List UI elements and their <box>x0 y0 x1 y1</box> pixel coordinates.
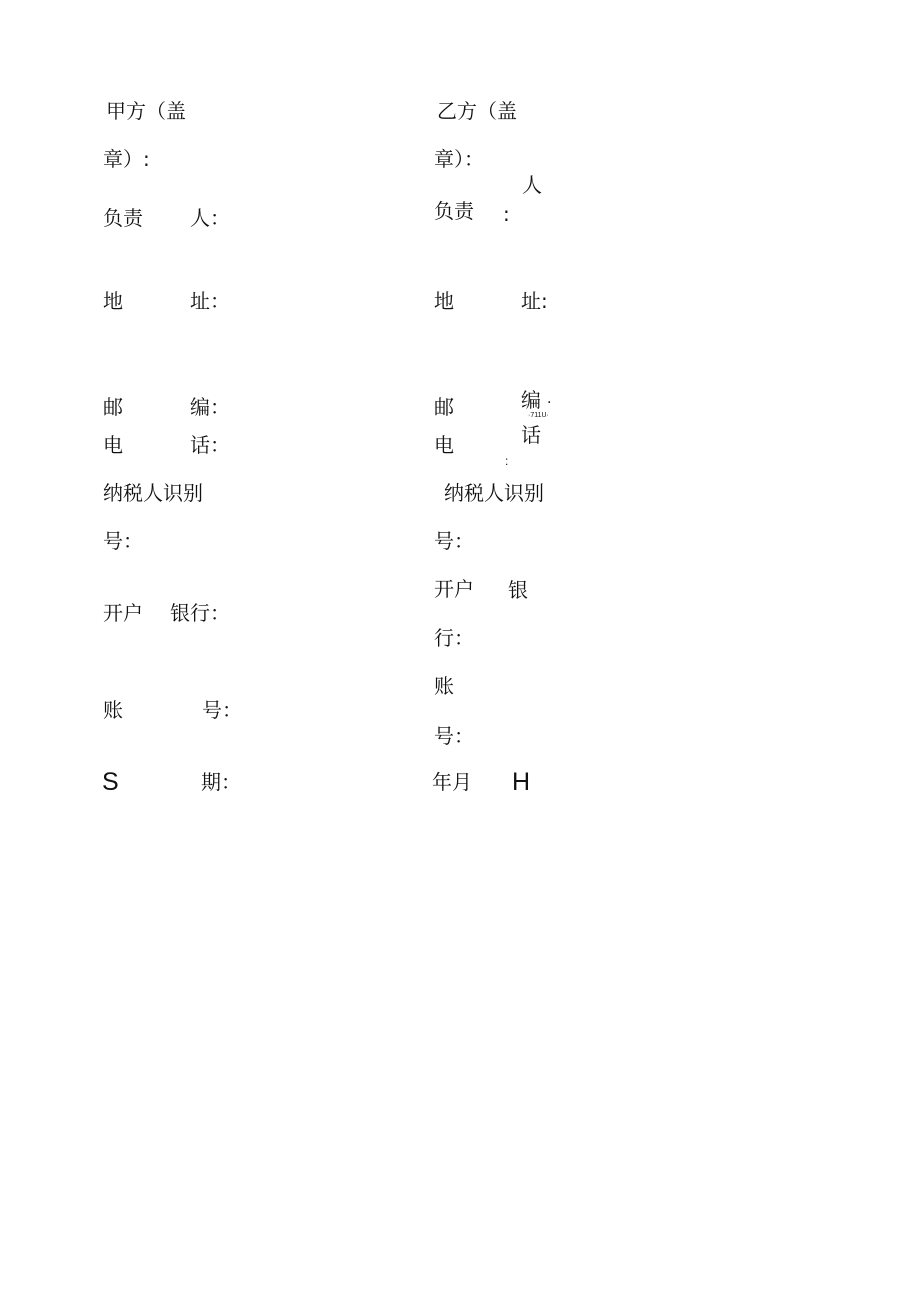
party-b-date-label: 年月 <box>432 770 472 794</box>
party-b-rep-label-end: 人 <box>522 173 542 197</box>
party-b-postcode-label: 邮 <box>434 395 454 419</box>
party-a-postcode-label-end: 编： <box>190 395 230 419</box>
party-b-bank-label-end: 银 <box>508 578 528 602</box>
party-b-taxid-label: 纳税人识别 <box>444 481 544 505</box>
party-a-phone-label-end: 话： <box>190 433 230 457</box>
party-b-bank-label-cont: 行： <box>434 626 474 650</box>
party-b-phone-label: 电 <box>434 433 454 457</box>
party-b-address-label-end: 址: <box>521 289 548 313</box>
party-a-bank-label-end: 银行： <box>170 601 230 625</box>
party-a-taxid-label-cont: 号： <box>103 529 143 553</box>
party-a-title: 甲方（盖 <box>106 99 186 123</box>
party-b-title-cont: 章）： <box>434 147 484 171</box>
party-b-title: 乙方（盖 <box>437 99 517 123</box>
party-a-bank-label: 开户 <box>103 601 143 625</box>
party-a-account-label-end: 号： <box>202 698 242 722</box>
party-b-phone-colon: : <box>505 454 509 468</box>
party-b-postcode-mark: · <box>547 395 552 411</box>
party-a-postcode-label: 邮 <box>103 395 123 419</box>
party-b-postcode-label-end: 编 <box>521 388 541 412</box>
party-b-address-label: 地 <box>434 289 454 313</box>
party-a-account-label: 账 <box>103 698 123 722</box>
party-a-taxid-label: 纳税人识别 <box>103 481 203 505</box>
party-b-account-label: 账 <box>434 674 454 698</box>
party-b-account-label-cont: 号： <box>434 724 474 748</box>
party-b-taxid-label-cont: 号： <box>434 529 474 553</box>
party-b-postcode-noise: ·711U· <box>528 412 549 419</box>
party-b-date-label-end: H <box>512 768 531 796</box>
party-a-date-label-end: 期： <box>201 770 241 794</box>
party-a-rep-label-end: 人： <box>190 206 230 230</box>
party-a-rep-label: 负责 <box>103 206 143 230</box>
party-a-address-label: 地 <box>103 289 123 313</box>
party-a-phone-label: 电 <box>103 433 123 457</box>
party-b-phone-label-end: 话 <box>521 423 541 447</box>
party-b-rep-colon: : <box>503 202 510 226</box>
party-b-bank-label: 开户 <box>434 577 474 601</box>
party-b-rep-label: 负责 <box>434 199 474 223</box>
party-a-date-label: S <box>102 768 119 796</box>
party-a-title-cont: 章）: <box>103 147 150 171</box>
party-a-address-label-end: 址： <box>190 289 230 313</box>
